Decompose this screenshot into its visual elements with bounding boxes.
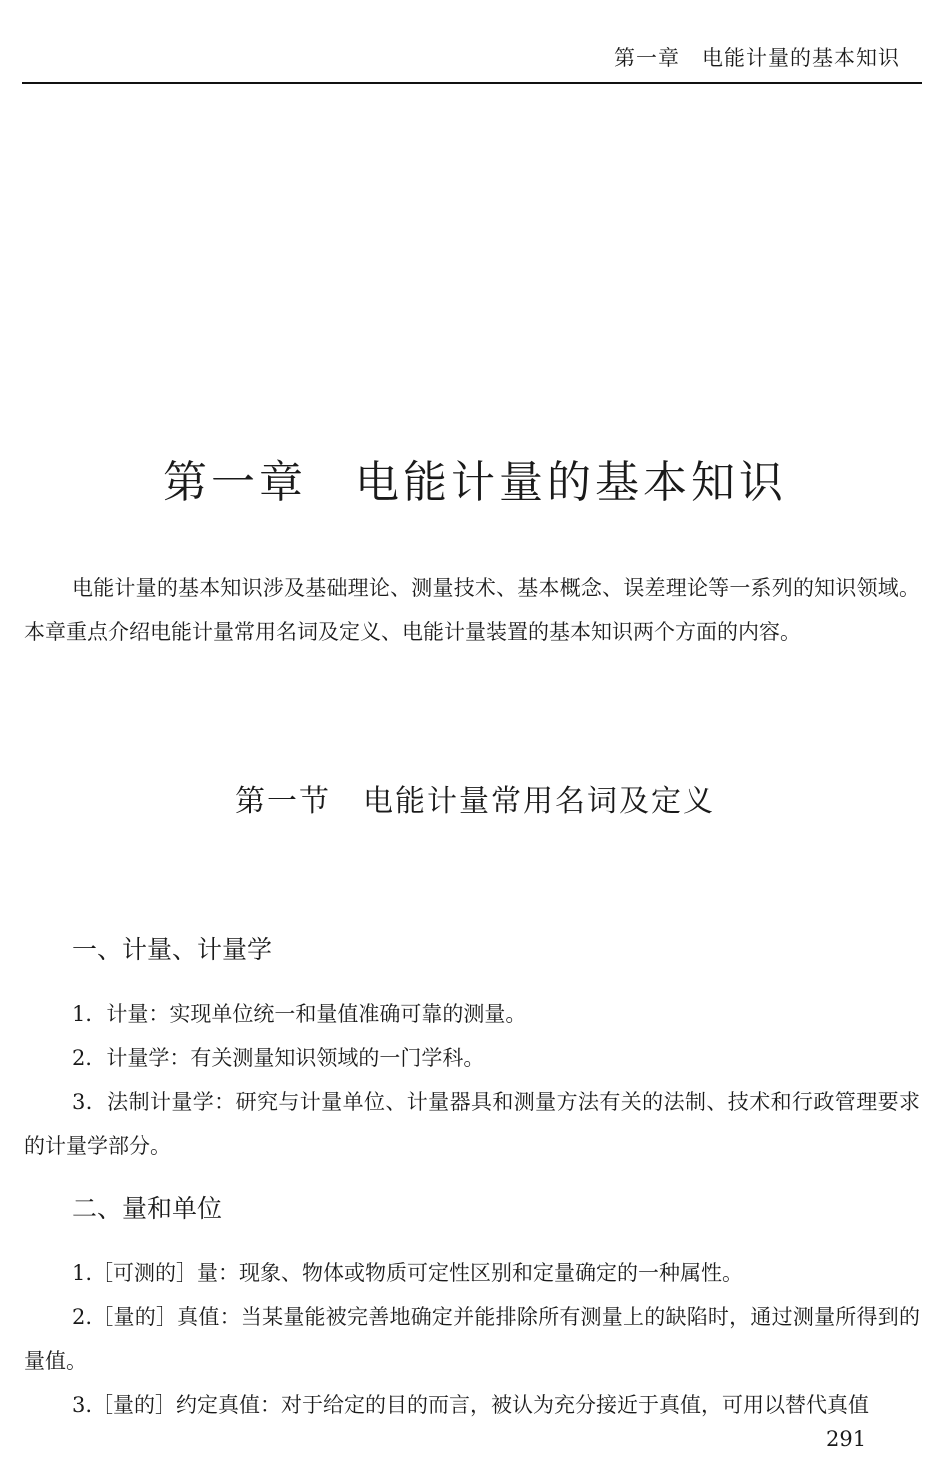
- subheading-metrology: 一、计量、计量学: [72, 935, 273, 964]
- header-rule: [22, 82, 922, 84]
- page-number: 291: [826, 1427, 867, 1451]
- subheading-quantities-units: 二、量和单位: [72, 1194, 223, 1223]
- running-header: 第一章 电能计量的基本知识: [614, 46, 900, 70]
- chapter-title: 第一章 电能计量的基本知识: [163, 457, 787, 508]
- section-title: 第一节 电能计量常用名词及定义: [235, 784, 715, 819]
- definition-item: 2.［量的］真值：当某量能被完善地确定并能排除所有测量上的缺陷时，通过测量所得到的量值。: [24, 1305, 920, 1373]
- definition-item: 1.［可测的］量：现象、物体或物质可定性区别和定量确定的一种属性。: [72, 1261, 744, 1285]
- definition-item: 2．计量学：有关测量知识领域的一门学科。: [72, 1046, 485, 1070]
- definition-item: 1．计量：实现单位统一和量值准确可靠的测量。: [72, 1002, 527, 1026]
- intro-paragraph: 电能计量的基本知识涉及基础理论、测量技术、基本概念、误差理论等一系列的知识领域。本章重点介绍电能计量常用名词及定义、电能计量装置的基本知识两个方面的内容。: [24, 576, 920, 644]
- definition-item: 3.［量的］约定真值：对于给定的目的而言，被认为充分接近于真值，可用以替代真值: [72, 1393, 870, 1417]
- definition-item: 3．法制计量学：研究与计量单位、计量器具和测量方法有关的法制、技术和行政管理要求的计量学部分。: [24, 1090, 920, 1158]
